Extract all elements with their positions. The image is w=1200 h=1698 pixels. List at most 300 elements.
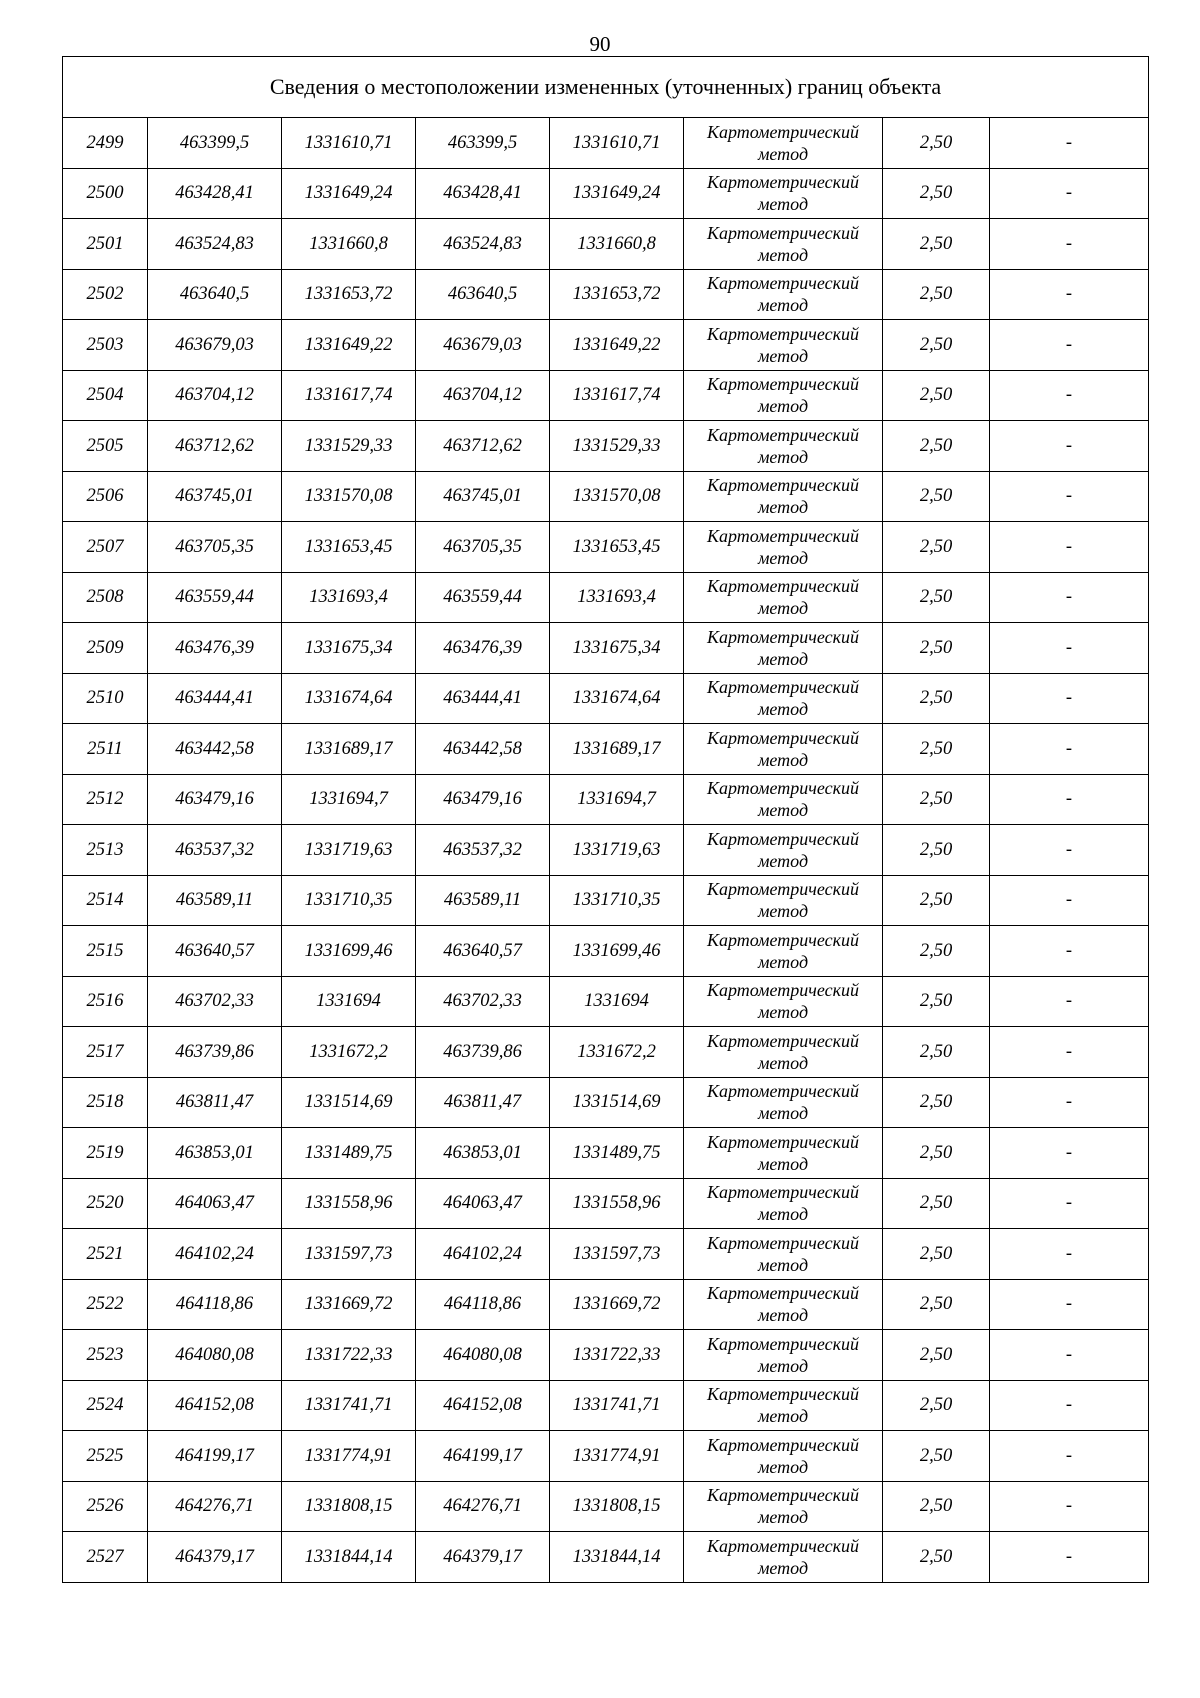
method-line2: метод xyxy=(757,295,809,316)
x-old-cell: 463442,58 xyxy=(148,724,282,775)
y-new-cell: 1331808,15 xyxy=(550,1481,684,1532)
method-cell xyxy=(684,1330,883,1381)
method-line1: Картометрический xyxy=(706,929,859,950)
table-row xyxy=(63,1532,1149,1583)
method-cell xyxy=(684,1178,883,1229)
accuracy-cell: 2,50 xyxy=(883,370,990,421)
method-line1: Картометрический xyxy=(706,222,859,243)
x-new-cell: 463811,47 xyxy=(416,1077,550,1128)
point-number-cell: 2509 xyxy=(63,623,148,674)
note-cell: - xyxy=(990,926,1149,977)
method-line1: Картометрический xyxy=(706,1384,859,1405)
method-line2: метод xyxy=(757,1406,809,1427)
method-line2: метод xyxy=(757,1355,809,1376)
method-line2: метод xyxy=(757,1103,809,1124)
y-old-cell: 1331597,73 xyxy=(282,1229,416,1280)
accuracy-cell: 2,50 xyxy=(883,724,990,775)
point-number-cell: 2527 xyxy=(63,1532,148,1583)
method-line1: Картометрический xyxy=(706,1081,859,1102)
point-number-cell: 2514 xyxy=(63,875,148,926)
y-new-cell: 1331674,64 xyxy=(550,673,684,724)
method-line2: метод xyxy=(757,396,809,417)
method-line2: метод xyxy=(757,1052,809,1073)
method-cell xyxy=(684,522,883,573)
method-line1: Картометрический xyxy=(706,626,859,647)
point-number-cell: 2518 xyxy=(63,1077,148,1128)
table-body xyxy=(63,57,1149,1583)
method-cell xyxy=(684,219,883,270)
method-line1: Картометрический xyxy=(706,1283,859,1304)
method-line1: Картометрический xyxy=(706,525,859,546)
method-cell xyxy=(684,623,883,674)
point-number-cell: 2502 xyxy=(63,269,148,320)
method-line1: Картометрический xyxy=(706,172,859,193)
point-number-cell: 2525 xyxy=(63,1431,148,1482)
method-cell xyxy=(684,572,883,623)
x-new-cell: 463537,32 xyxy=(416,825,550,876)
point-number-cell: 2511 xyxy=(63,724,148,775)
table-row xyxy=(63,1481,1149,1532)
table-row xyxy=(63,1128,1149,1179)
method-line2: метод xyxy=(757,951,809,972)
table-row xyxy=(63,219,1149,270)
note-cell: - xyxy=(990,1380,1149,1431)
method-cell xyxy=(684,269,883,320)
x-old-cell: 464118,86 xyxy=(148,1279,282,1330)
accuracy-cell: 2,50 xyxy=(883,572,990,623)
y-old-cell: 1331844,14 xyxy=(282,1532,416,1583)
y-new-cell: 1331672,2 xyxy=(550,1027,684,1078)
y-new-cell: 1331514,69 xyxy=(550,1077,684,1128)
method-cell xyxy=(684,118,883,169)
table-row xyxy=(63,118,1149,169)
x-old-cell: 464080,08 xyxy=(148,1330,282,1381)
table-row xyxy=(63,370,1149,421)
method-line2: метод xyxy=(757,648,809,669)
point-number-cell: 2516 xyxy=(63,976,148,1027)
method-line2: метод xyxy=(757,143,809,164)
y-new-cell: 1331669,72 xyxy=(550,1279,684,1330)
x-new-cell: 463853,01 xyxy=(416,1128,550,1179)
accuracy-cell: 2,50 xyxy=(883,522,990,573)
x-new-cell: 464199,17 xyxy=(416,1431,550,1482)
method-line2: метод xyxy=(757,699,809,720)
y-old-cell: 1331653,72 xyxy=(282,269,416,320)
method-cell xyxy=(684,1481,883,1532)
method-cell xyxy=(684,1532,883,1583)
note-cell: - xyxy=(990,421,1149,472)
y-old-cell: 1331672,2 xyxy=(282,1027,416,1078)
table-row xyxy=(63,623,1149,674)
x-old-cell: 463444,41 xyxy=(148,673,282,724)
x-old-cell: 463704,12 xyxy=(148,370,282,421)
table-row xyxy=(63,976,1149,1027)
note-cell: - xyxy=(990,875,1149,926)
note-cell: - xyxy=(990,1077,1149,1128)
table-row xyxy=(63,269,1149,320)
x-new-cell: 463476,39 xyxy=(416,623,550,674)
method-cell xyxy=(684,1279,883,1330)
accuracy-cell: 2,50 xyxy=(883,926,990,977)
table-row xyxy=(63,673,1149,724)
method-line2: метод xyxy=(757,194,809,215)
x-old-cell: 464379,17 xyxy=(148,1532,282,1583)
x-new-cell: 464276,71 xyxy=(416,1481,550,1532)
method-line1: Картометрический xyxy=(706,121,859,142)
y-new-cell: 1331694 xyxy=(550,976,684,1027)
method-line1: Картометрический xyxy=(706,677,859,698)
table-row xyxy=(63,1380,1149,1431)
accuracy-cell: 2,50 xyxy=(883,1532,990,1583)
method-line1: Картометрический xyxy=(706,1434,859,1455)
x-new-cell: 463745,01 xyxy=(416,471,550,522)
point-number-cell: 2500 xyxy=(63,168,148,219)
method-cell xyxy=(684,1229,883,1280)
y-old-cell: 1331669,72 xyxy=(282,1279,416,1330)
y-old-cell: 1331675,34 xyxy=(282,623,416,674)
y-old-cell: 1331610,71 xyxy=(282,118,416,169)
note-cell: - xyxy=(990,168,1149,219)
note-cell: - xyxy=(990,219,1149,270)
y-old-cell: 1331699,46 xyxy=(282,926,416,977)
y-new-cell: 1331774,91 xyxy=(550,1431,684,1482)
note-cell: - xyxy=(990,370,1149,421)
accuracy-cell: 2,50 xyxy=(883,976,990,1027)
point-number-cell: 2512 xyxy=(63,774,148,825)
accuracy-cell: 2,50 xyxy=(883,471,990,522)
x-old-cell: 463640,57 xyxy=(148,926,282,977)
point-number-cell: 2515 xyxy=(63,926,148,977)
x-old-cell: 463524,83 xyxy=(148,219,282,270)
x-old-cell: 463739,86 xyxy=(148,1027,282,1078)
method-line1: Картометрический xyxy=(706,1131,859,1152)
method-line2: метод xyxy=(757,850,809,871)
y-new-cell: 1331699,46 xyxy=(550,926,684,977)
method-cell xyxy=(684,1431,883,1482)
accuracy-cell: 2,50 xyxy=(883,1279,990,1330)
accuracy-cell: 2,50 xyxy=(883,1481,990,1532)
point-number-cell: 2513 xyxy=(63,825,148,876)
method-cell xyxy=(684,168,883,219)
method-line2: метод xyxy=(757,547,809,568)
method-line2: метод xyxy=(757,244,809,265)
accuracy-cell: 2,50 xyxy=(883,1229,990,1280)
y-new-cell: 1331570,08 xyxy=(550,471,684,522)
y-new-cell: 1331617,74 xyxy=(550,370,684,421)
method-line1: Картометрический xyxy=(706,879,859,900)
note-cell: - xyxy=(990,522,1149,573)
y-new-cell: 1331649,24 xyxy=(550,168,684,219)
note-cell: - xyxy=(990,774,1149,825)
method-cell xyxy=(684,370,883,421)
method-line1: Картометрический xyxy=(706,980,859,1001)
method-line2: метод xyxy=(757,901,809,922)
y-old-cell: 1331649,22 xyxy=(282,320,416,371)
y-old-cell: 1331529,33 xyxy=(282,421,416,472)
method-line1: Картометрический xyxy=(706,778,859,799)
y-new-cell: 1331653,45 xyxy=(550,522,684,573)
x-old-cell: 463640,5 xyxy=(148,269,282,320)
x-new-cell: 463428,41 xyxy=(416,168,550,219)
note-cell: - xyxy=(990,673,1149,724)
x-old-cell: 463745,01 xyxy=(148,471,282,522)
y-new-cell: 1331610,71 xyxy=(550,118,684,169)
x-new-cell: 463705,35 xyxy=(416,522,550,573)
table-row xyxy=(63,1077,1149,1128)
x-new-cell: 464379,17 xyxy=(416,1532,550,1583)
y-old-cell: 1331558,96 xyxy=(282,1178,416,1229)
accuracy-cell: 2,50 xyxy=(883,1380,990,1431)
method-cell xyxy=(684,976,883,1027)
method-line1: Картометрический xyxy=(706,1232,859,1253)
accuracy-cell: 2,50 xyxy=(883,673,990,724)
method-line1: Картометрический xyxy=(706,424,859,445)
x-old-cell: 464102,24 xyxy=(148,1229,282,1280)
note-cell: - xyxy=(990,825,1149,876)
note-cell: - xyxy=(990,1481,1149,1532)
accuracy-cell: 2,50 xyxy=(883,1330,990,1381)
x-new-cell: 463442,58 xyxy=(416,724,550,775)
boundary-table xyxy=(62,56,1149,1583)
note-cell: - xyxy=(990,1330,1149,1381)
table-header-row xyxy=(63,57,1149,118)
y-old-cell: 1331653,45 xyxy=(282,522,416,573)
y-old-cell: 1331694 xyxy=(282,976,416,1027)
table-row xyxy=(63,168,1149,219)
method-line2: метод xyxy=(757,1305,809,1326)
table-row xyxy=(63,1027,1149,1078)
y-old-cell: 1331660,8 xyxy=(282,219,416,270)
method-line2: метод xyxy=(757,1557,809,1578)
page-number: 90 xyxy=(589,32,611,56)
accuracy-cell: 2,50 xyxy=(883,421,990,472)
y-new-cell: 1331741,71 xyxy=(550,1380,684,1431)
method-cell xyxy=(684,825,883,876)
point-number-cell: 2499 xyxy=(63,118,148,169)
y-new-cell: 1331689,17 xyxy=(550,724,684,775)
accuracy-cell: 2,50 xyxy=(883,219,990,270)
table-row xyxy=(63,1330,1149,1381)
method-line2: метод xyxy=(757,800,809,821)
x-new-cell: 463559,44 xyxy=(416,572,550,623)
x-new-cell: 463712,62 xyxy=(416,421,550,472)
point-number-cell: 2523 xyxy=(63,1330,148,1381)
method-line1: Картометрический xyxy=(706,1030,859,1051)
point-number-cell: 2508 xyxy=(63,572,148,623)
accuracy-cell: 2,50 xyxy=(883,168,990,219)
x-old-cell: 463705,35 xyxy=(148,522,282,573)
y-new-cell: 1331653,72 xyxy=(550,269,684,320)
y-old-cell: 1331514,69 xyxy=(282,1077,416,1128)
accuracy-cell: 2,50 xyxy=(883,623,990,674)
x-new-cell: 463479,16 xyxy=(416,774,550,825)
method-cell xyxy=(684,774,883,825)
note-cell: - xyxy=(990,1027,1149,1078)
accuracy-cell: 2,50 xyxy=(883,1077,990,1128)
point-number-cell: 2507 xyxy=(63,522,148,573)
note-cell: - xyxy=(990,1279,1149,1330)
table-row xyxy=(63,926,1149,977)
note-cell: - xyxy=(990,269,1149,320)
point-number-cell: 2501 xyxy=(63,219,148,270)
x-new-cell: 463739,86 xyxy=(416,1027,550,1078)
y-new-cell: 1331529,33 xyxy=(550,421,684,472)
method-line1: Картометрический xyxy=(706,576,859,597)
x-new-cell: 463679,03 xyxy=(416,320,550,371)
table-row xyxy=(63,320,1149,371)
y-old-cell: 1331570,08 xyxy=(282,471,416,522)
x-new-cell: 463444,41 xyxy=(416,673,550,724)
method-line1: Картометрический xyxy=(706,1333,859,1354)
x-old-cell: 464276,71 xyxy=(148,1481,282,1532)
method-line1: Картометрический xyxy=(706,1182,859,1203)
note-cell: - xyxy=(990,1532,1149,1583)
table-row xyxy=(63,724,1149,775)
y-new-cell: 1331675,34 xyxy=(550,623,684,674)
y-old-cell: 1331719,63 xyxy=(282,825,416,876)
note-cell: - xyxy=(990,118,1149,169)
method-cell xyxy=(684,1077,883,1128)
y-new-cell: 1331710,35 xyxy=(550,875,684,926)
x-new-cell: 463640,57 xyxy=(416,926,550,977)
point-number-cell: 2521 xyxy=(63,1229,148,1280)
method-line2: метод xyxy=(757,1254,809,1275)
method-line1: Картометрический xyxy=(706,727,859,748)
method-cell xyxy=(684,673,883,724)
x-new-cell: 463640,5 xyxy=(416,269,550,320)
note-cell: - xyxy=(990,976,1149,1027)
y-old-cell: 1331808,15 xyxy=(282,1481,416,1532)
table-row xyxy=(63,421,1149,472)
table-row xyxy=(63,1178,1149,1229)
table-row xyxy=(63,1229,1149,1280)
accuracy-cell: 2,50 xyxy=(883,1178,990,1229)
x-old-cell: 463712,62 xyxy=(148,421,282,472)
method-line2: метод xyxy=(757,1002,809,1023)
y-old-cell: 1331722,33 xyxy=(282,1330,416,1381)
method-cell xyxy=(684,875,883,926)
accuracy-cell: 2,50 xyxy=(883,269,990,320)
y-old-cell: 1331489,75 xyxy=(282,1128,416,1179)
point-number-cell: 2517 xyxy=(63,1027,148,1078)
table-title: Сведения о местоположении измененных (уточненных) границ объекта xyxy=(63,57,1149,118)
x-new-cell: 464118,86 xyxy=(416,1279,550,1330)
method-cell xyxy=(684,471,883,522)
method-line2: метод xyxy=(757,749,809,770)
method-cell xyxy=(684,320,883,371)
x-new-cell: 464152,08 xyxy=(416,1380,550,1431)
method-cell xyxy=(684,1027,883,1078)
x-old-cell: 463702,33 xyxy=(148,976,282,1027)
method-line2: метод xyxy=(757,1456,809,1477)
method-line1: Картометрический xyxy=(706,475,859,496)
note-cell: - xyxy=(990,1178,1149,1229)
x-old-cell: 463589,11 xyxy=(148,875,282,926)
y-new-cell: 1331660,8 xyxy=(550,219,684,270)
note-cell: - xyxy=(990,724,1149,775)
accuracy-cell: 2,50 xyxy=(883,1431,990,1482)
method-line2: метод xyxy=(757,497,809,518)
accuracy-cell: 2,50 xyxy=(883,1027,990,1078)
note-cell: - xyxy=(990,1128,1149,1179)
x-old-cell: 464199,17 xyxy=(148,1431,282,1482)
point-number-cell: 2519 xyxy=(63,1128,148,1179)
point-number-cell: 2520 xyxy=(63,1178,148,1229)
method-line2: метод xyxy=(757,598,809,619)
x-old-cell: 463559,44 xyxy=(148,572,282,623)
accuracy-cell: 2,50 xyxy=(883,118,990,169)
table-row xyxy=(63,1431,1149,1482)
method-line1: Картометрический xyxy=(706,374,859,395)
method-line1: Картометрический xyxy=(706,273,859,294)
x-old-cell: 464152,08 xyxy=(148,1380,282,1431)
point-number-cell: 2503 xyxy=(63,320,148,371)
accuracy-cell: 2,50 xyxy=(883,825,990,876)
method-cell xyxy=(684,421,883,472)
method-line2: метод xyxy=(757,1153,809,1174)
method-line1: Картометрический xyxy=(706,1485,859,1506)
x-new-cell: 464080,08 xyxy=(416,1330,550,1381)
y-new-cell: 1331489,75 xyxy=(550,1128,684,1179)
y-old-cell: 1331774,91 xyxy=(282,1431,416,1482)
y-old-cell: 1331674,64 xyxy=(282,673,416,724)
method-cell xyxy=(684,1380,883,1431)
accuracy-cell: 2,50 xyxy=(883,1128,990,1179)
y-old-cell: 1331689,17 xyxy=(282,724,416,775)
method-line2: метод xyxy=(757,345,809,366)
note-cell: - xyxy=(990,572,1149,623)
y-new-cell: 1331649,22 xyxy=(550,320,684,371)
y-new-cell: 1331693,4 xyxy=(550,572,684,623)
x-new-cell: 463399,5 xyxy=(416,118,550,169)
x-old-cell: 464063,47 xyxy=(148,1178,282,1229)
method-line1: Картометрический xyxy=(706,1535,859,1556)
method-cell xyxy=(684,926,883,977)
point-number-cell: 2526 xyxy=(63,1481,148,1532)
note-cell: - xyxy=(990,623,1149,674)
method-line2: метод xyxy=(757,446,809,467)
x-new-cell: 463524,83 xyxy=(416,219,550,270)
method-line2: метод xyxy=(757,1204,809,1225)
x-old-cell: 463811,47 xyxy=(148,1077,282,1128)
x-old-cell: 463399,5 xyxy=(148,118,282,169)
y-new-cell: 1331694,7 xyxy=(550,774,684,825)
x-old-cell: 463476,39 xyxy=(148,623,282,674)
x-old-cell: 463537,32 xyxy=(148,825,282,876)
y-new-cell: 1331558,96 xyxy=(550,1178,684,1229)
x-new-cell: 464102,24 xyxy=(416,1229,550,1280)
method-line1: Картометрический xyxy=(706,828,859,849)
x-new-cell: 463704,12 xyxy=(416,370,550,421)
method-line1: Картометрический xyxy=(706,323,859,344)
note-cell: - xyxy=(990,471,1149,522)
note-cell: - xyxy=(990,320,1149,371)
method-cell xyxy=(684,724,883,775)
x-old-cell: 463679,03 xyxy=(148,320,282,371)
y-old-cell: 1331741,71 xyxy=(282,1380,416,1431)
y-new-cell: 1331597,73 xyxy=(550,1229,684,1280)
table-row xyxy=(63,471,1149,522)
x-new-cell: 463589,11 xyxy=(416,875,550,926)
point-number-cell: 2510 xyxy=(63,673,148,724)
table-row xyxy=(63,875,1149,926)
x-old-cell: 463479,16 xyxy=(148,774,282,825)
table-row xyxy=(63,522,1149,573)
accuracy-cell: 2,50 xyxy=(883,320,990,371)
method-cell xyxy=(684,1128,883,1179)
y-old-cell: 1331710,35 xyxy=(282,875,416,926)
accuracy-cell: 2,50 xyxy=(883,774,990,825)
